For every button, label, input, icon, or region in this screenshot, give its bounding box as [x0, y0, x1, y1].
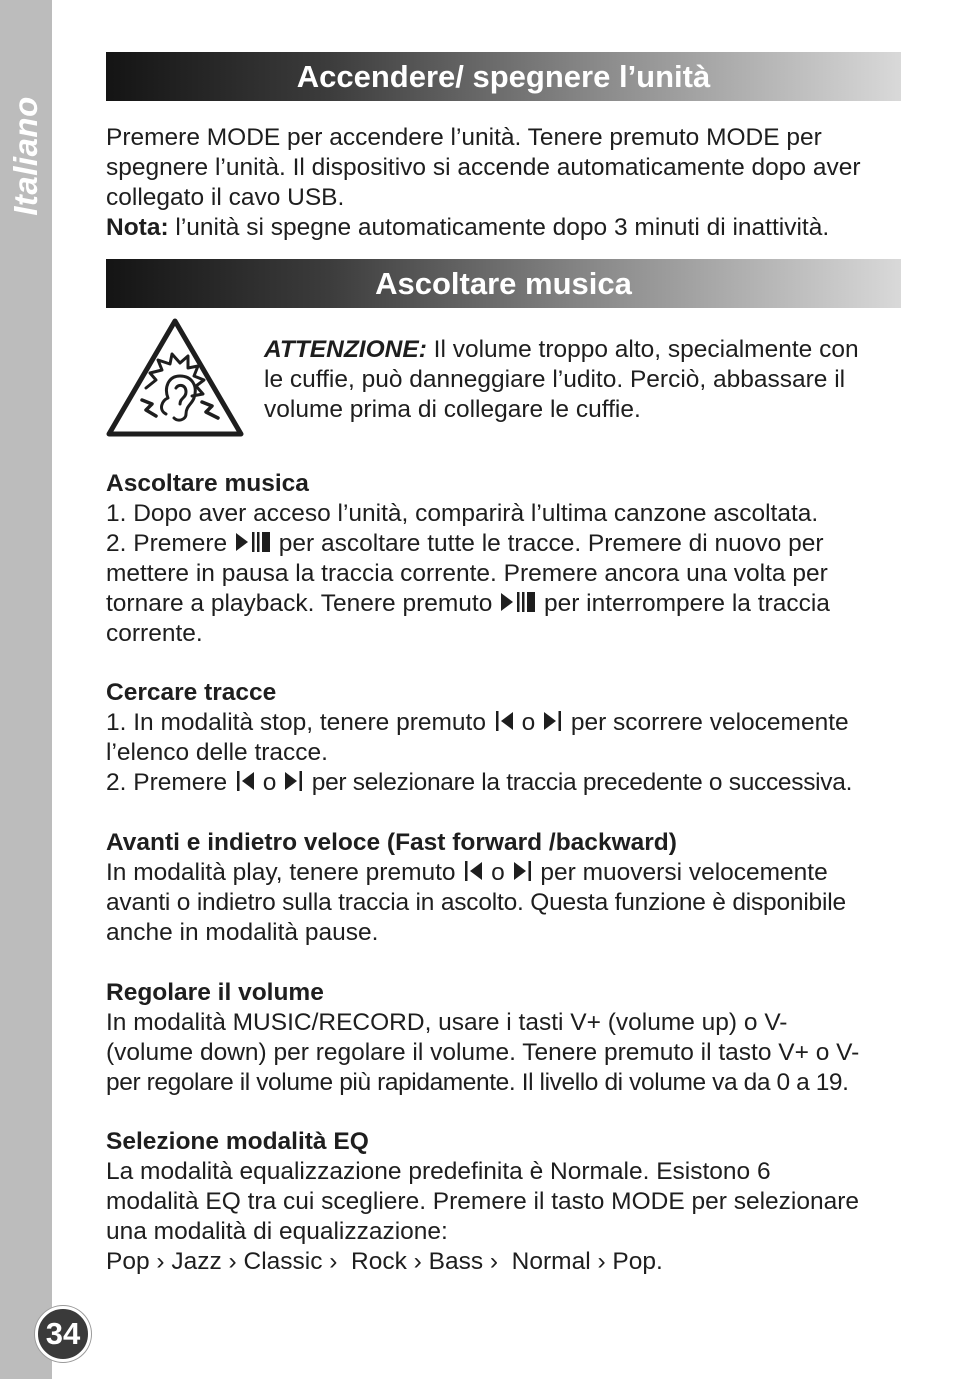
ff-block	[106, 828, 906, 948]
listen-line-2b: per ascoltare tutte le tracce. Premere di nuovo per	[272, 530, 824, 557]
warning-text-1: Il volume troppo alto, specialmente con	[426, 336, 859, 363]
warning-line-2: le cuffie, può danneggiare l’udito. Perciò, abbassare il	[264, 366, 846, 393]
language-label: Italiano	[7, 96, 44, 216]
power-line-2: spegnere l’unità. Il dispositivo si accende automaticamente dopo aver	[106, 154, 861, 181]
search-line-3b: o	[256, 769, 284, 796]
note-text: l’unità si spegne automaticamente dopo 3 minuti di inattività.	[168, 214, 830, 241]
search-heading: Cercare tracce	[106, 679, 277, 706]
search-block	[106, 678, 906, 798]
ff-heading: Avanti e indietro veloce (Fast forward /backward)	[106, 829, 677, 856]
volume-line-2: (volume down) per regolare il volume. Tenere premuto il tasto V+ o V-	[106, 1039, 860, 1066]
next-icon	[283, 769, 305, 793]
play-pause-icon	[499, 590, 537, 614]
warning-label: ATTENZIONE:	[264, 336, 427, 363]
next-icon	[542, 709, 564, 733]
ff-line-1b: o	[484, 859, 512, 886]
volume-block	[106, 978, 906, 1098]
listen-line-4a: tornare a playback. Tenere premuto	[106, 590, 500, 617]
search-line-3a: 2. Premere	[106, 769, 234, 796]
ff-line-3: anche in modalità pause.	[106, 919, 379, 946]
volume-heading: Regolare il volume	[106, 979, 324, 1006]
search-line-1b: o	[514, 709, 543, 736]
search-line-3c: per selezionare la traccia precedente o successiva.	[305, 769, 853, 796]
ff-line-2: avanti o indietro sulla traccia in ascolto. Questa funzione è disponibile	[106, 889, 846, 916]
volume-line-3: per regolare il volume più rapidamente. Il livello di volume va da 0 a 19.	[106, 1069, 849, 1096]
volume-line-1: In modalità MUSIC/RECORD, usare i tasti V+ (volume up) o V-	[106, 1009, 788, 1036]
eq-line-2: modalità EQ tra cui scegliere. Premere il tasto MODE per selezionare	[106, 1188, 859, 1215]
search-line-1	[106, 708, 906, 738]
warning-line-1	[264, 335, 904, 365]
ff-line-1	[106, 858, 906, 888]
previous-icon	[462, 859, 484, 883]
section-title-power: Accendere/ spegnere l’unità	[106, 52, 901, 101]
eq-heading: Selezione modalità EQ	[106, 1128, 369, 1155]
listen-line-1: 1. Dopo aver acceso l’unità, comparirà l’ultima canzone ascoltata.	[106, 500, 819, 527]
listen-line-4	[106, 589, 906, 619]
previous-icon	[493, 709, 515, 733]
previous-icon	[234, 769, 256, 793]
eq-sequence: Pop › Jazz › Classic › Rock › Bass › Normal › Pop.	[106, 1248, 663, 1275]
listen-line-4b: per interrompere la traccia	[537, 590, 830, 617]
listen-line-2a: 2. Premere	[106, 530, 234, 557]
listen-line-2	[106, 529, 906, 559]
warning-line-3: volume prima di collegare le cuffie.	[264, 396, 641, 423]
search-line-1c: per scorrere velocemente	[564, 709, 849, 736]
note-label: Nota:	[106, 214, 169, 241]
note-line	[106, 213, 906, 243]
listen-line-3: mettere in pausa la traccia corrente. Premere ancora una volta per	[106, 560, 828, 587]
power-paragraph	[106, 123, 906, 243]
language-sidebar	[0, 0, 52, 1379]
ff-line-1c: per muoversi velocemente	[533, 859, 828, 886]
search-line-1a: 1. In modalità stop, tenere premuto	[106, 709, 493, 736]
eq-line-3: una modalità di equalizzazione:	[106, 1218, 448, 1245]
hearing-warning-icon	[106, 318, 244, 438]
eq-block	[106, 1127, 906, 1277]
search-line-2: l’elenco delle tracce.	[106, 739, 328, 766]
power-line-1: Premere MODE per accendere l’unità. Tenere premuto MODE per	[106, 124, 822, 151]
page-number: 34	[35, 1306, 91, 1362]
listen-heading: Ascoltare musica	[106, 470, 309, 497]
listen-line-5: corrente.	[106, 620, 203, 647]
play-pause-icon	[234, 530, 272, 554]
search-line-3	[106, 768, 906, 798]
eq-line-1: La modalità equalizzazione predefinita è Normale. Esistono 6	[106, 1158, 771, 1185]
warning-paragraph	[264, 335, 904, 425]
ff-line-1a: In modalità play, tenere premuto	[106, 859, 463, 886]
section-title-music: Ascoltare musica	[106, 259, 901, 308]
power-line-3: collegato il cavo USB.	[106, 184, 345, 211]
listen-block	[106, 469, 906, 649]
next-icon	[512, 859, 534, 883]
